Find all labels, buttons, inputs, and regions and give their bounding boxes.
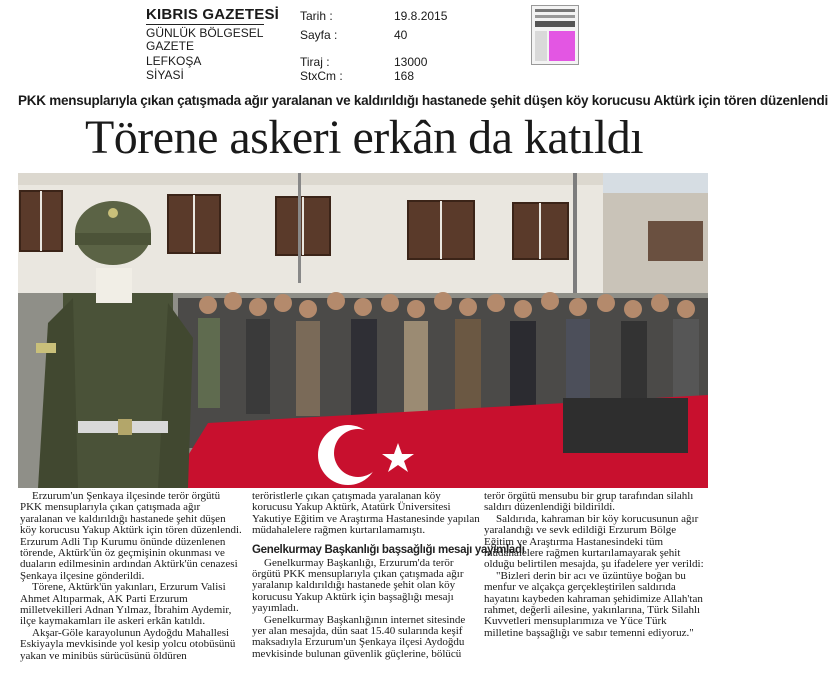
- clipping-header: [0, 0, 720, 88]
- publication-category: SİYASİ: [146, 68, 184, 82]
- date-value: 19.8.2015: [394, 9, 448, 23]
- paragraph: Genelkurmay Başkanlığı, Erzurum'da terör örgütü PKK mensuplarıyla çıkan çatışmada ağır yaralanıp kaldırıldığı hastanede şehit olan köy korucusu Yakup Aktürk için başsağlığı mesajı yayımladı.: [252, 556, 464, 615]
- paragraph: Akşar-Göle karayolunun Aydoğdu Mahallesi Eskiyayla mevkisinde yol kesip yolcu otobüsünü yakan ve minibüs sürücüsünü öldüren: [20, 626, 236, 662]
- paragraph: Saldırıda, kahraman bir köy korucusunun ağır yaralandığı ve sevk edildiği Erzurum Bölge Eğitim ve Araştırma Hastanesindeki tüm müdahalelere rağmen kurtarılamayarak şehit olduğu belirtilen mesajda, şu ifadelere yer verildi:: [484, 512, 704, 571]
- article-subheading: Genelkurmay Başkanlığı başsağlığı mesajı yayımladı: [252, 543, 525, 556]
- stxcm-value: 168: [394, 69, 415, 83]
- paragraph: Erzurum'un Şenkaya ilçesinde terör örgütü PKK mensuplarıyla çıkan çatışmada ağır yaralanan ve kaldırıldığı hastanede şehit düşen köy korucusu Yakup Aktürk için tören düzenlendi. Erzurum Adli Tıp Kurumu önünde düzenlenen törende, Aktürk'ün öz geçmişinin okunması ve duaların edilmesinin ardından Aktürk'ün cenazesi Şenkaya ilçesine gönderildi.: [20, 490, 242, 582]
- paragraph: Genelkurmay Başkanlığının internet sitesinde yer alan mesajda, dün saat 15.40 sularında keşif maksadıyla Erzurum'un Şenkaya ilçesi Aydoğdu mevkisinde bulunan güvenlik güçlerine, bölücü: [252, 613, 466, 660]
- thumbnail-line: [535, 9, 575, 12]
- circulation-label: Tiraj :: [300, 55, 330, 69]
- thumbnail-line: [535, 15, 575, 18]
- date-label: Tarih :: [300, 9, 333, 23]
- article-column-1: [20, 491, 242, 662]
- circulation-value: 13000: [394, 55, 428, 69]
- publication-city: LEFKOŞA: [146, 54, 202, 68]
- thumbnail-highlight: [549, 31, 575, 61]
- article-kicker: PKK mensuplarıyla çıkan çatışmada ağır yaralanan ve kaldırıldığı hastanede şehit düşen köy korucusu Aktürk için tören düzenlendi: [18, 93, 828, 108]
- paragraph: Törene, Aktürk'ün yakınları, Erzurum Valisi Ahmet Altıparmak, AK Parti Erzurum milletvekilleri Adnan Yılmaz, İbrahim Aydemir, ilçe kaymakamları ile askeri erkân katıldı.: [20, 581, 232, 628]
- publication-type-line2: GAZETE: [146, 39, 195, 53]
- thumbnail-headline: [535, 21, 575, 27]
- paragraph: "Bizleri derin bir acı ve üzüntüye boğan bu menfur ve alçakça gerçekleştirilen saldırıda hayatını kaybeden kahraman şehidimize Allah'tan rahmet, değerli ailesine, yakınlarına, Türk Silahlı Kuvvetleri mensuplarımıza ve Yüce Türk milletine başsağlığı ve sabır temenni ediyoruz.": [484, 569, 703, 639]
- page-value: 40: [394, 28, 408, 42]
- article-column-2: [252, 490, 525, 660]
- page-label: Sayfa :: [300, 28, 338, 42]
- paragraph: teröristlerle çıkan çatışmada yaralanan köy korucusu Yakup Aktürk, Atatürk Üniversitesi Yakutiye Eğitim ve Araştırma Hastanesinde yapılan müdahalelere rağmen kurtarılamamıştı.: [252, 490, 480, 537]
- publication-underline: [146, 24, 264, 25]
- article-headline: Törene askeri erkân da katıldı: [84, 111, 644, 164]
- thumbnail-text-block: [535, 31, 547, 61]
- paragraph: terör örgütü mensubu bir grup tarafından silahlı saldırı düzenlendiği bildirildi.: [484, 490, 694, 514]
- publication-name: KIBRIS GAZETESİ: [146, 6, 280, 23]
- publication-type-line1: GÜNLÜK BÖLGESEL: [146, 26, 264, 40]
- article-column-3: [484, 491, 706, 639]
- article-photo: [18, 173, 708, 488]
- page-thumbnail[interactable]: [531, 5, 579, 65]
- stxcm-label: StxCm :: [300, 69, 343, 83]
